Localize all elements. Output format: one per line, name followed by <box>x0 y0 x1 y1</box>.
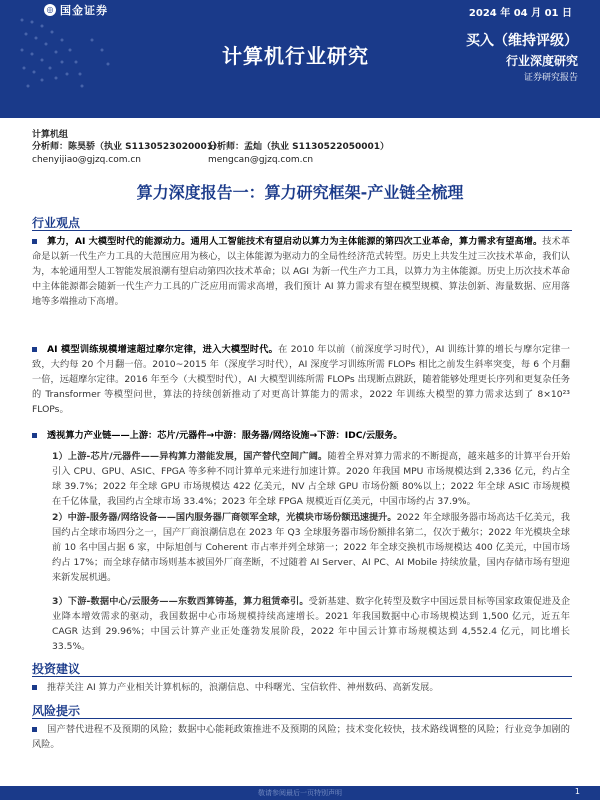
bullet-icon <box>32 433 37 438</box>
paragraph-2: AI 模型训练规模增速超过摩尔定律，进入大模型时代。在 2010 年以前（前深度学习时代），AI 训练计算的增长与摩尔定律一致，大约每 20 个月翻一倍。2010~2015 年（深度学习时代），AI 深度学习训练所需 FLOPs 相比之前发生斜率突变，每 6 个月翻一倍，远超摩尔定律。2016 年至今（大模型时代），AI 大模型训练所需 FLOPs 出现断点跳跃，随着能够处理更长序列和更复杂任务的 Transformer 等模型问世，算法的持续创新推动了对更高计算能力的需求，2022 年训练大模型的算力需求达到了 8×10²³ FLOPs。 <box>32 344 570 415</box>
bullet-icon <box>32 239 37 244</box>
bullet-icon <box>32 347 37 352</box>
subparagraph-upstream: 1）上游-芯片/元器件——异构算力潜能发展，国产替代空间广阔。随着全界对算力需求的不断提高，越来越多的计算平台开始引入 CPU、GPU、ASIC、FPGA 等多种不同计算单元来进行加速计算。2020 年我国 MPU 市场规模达到 2,336 亿元，约占全球 39.7%；2022 年全球 GPU 市场规模达 422 亿美元，NV 占全球 GPU 市场份额 80%以上；2022 年全球 ASIC 市场规模在千亿体量，我国约占全球市场 33.4%；2023 年全球 FPGA 规模近百亿美元，中国市场约占 37.9%。 <box>52 451 571 507</box>
section-heading-investment: 投资建议 <box>32 662 81 676</box>
paragraph-1: 算力，AI 大模型时代的能源动力。通用人工智能技术有望启动以算力为主体能源的第四次工业革命，算力需求有望高增。技术革命是以新一代生产力工具的大范围应用为核心，以主体能源为驱动力的全局性经济范式转型。历史上共发生过三次技术革命，我们认为，本轮通用型人工智能发展浪潮有望启动第四次技术革命；以 AGI 为新一代生产力工具，以算力为主体能源。历史上历次技术革命中主体能源都会随新一代生产力工具的广泛应用而需求高增，我们预计 AI 算力需求有望在模型规模、算法创新、海量数据、应用落地等多端推动下高增。 <box>32 236 571 307</box>
rating: 买入（维持评级） <box>466 33 578 49</box>
section-divider <box>32 230 572 231</box>
banner-title: 计算机行业研究 <box>222 44 369 68</box>
investment-text: 推荐关注 AI 算力产业相关计算机标的，浪潮信息、中科曙光、宝信软件、神州数码、高新发展。 <box>32 680 570 695</box>
report-title: 算力深度报告一：算力研究框架-产业链全梳理 <box>136 183 464 202</box>
analyst-1-email[interactable]: chenyijiao@gjzq.com.cn <box>32 155 141 165</box>
section-heading-risk: 风险提示 <box>32 704 81 718</box>
analyst-2-email[interactable]: mengcan@gjzq.com.cn <box>208 155 314 165</box>
bullet-icon <box>32 685 37 690</box>
analyst-1: 分析师：陈昊骄（执业 S1130523020001） <box>32 142 223 152</box>
section-heading-views: 行业观点 <box>32 216 81 230</box>
header-banner <box>0 0 600 118</box>
logo-mark-icon: ◎ <box>44 4 56 16</box>
analyst-2: 分析师：孟灿（执业 S1130522050001） <box>208 142 390 152</box>
subparagraph-midstream: 2）中游-服务器/网络设备——国内服务器厂商领军全球，光模块市场份额迅速提升。2022 年全球服务器市场高达千亿美元，我国约占全球市场四分之一，国产厂商浪潮信息在 2023 年 Q3 全球服务器市场份额排名第二，仅次于戴尔；2022 年光模块全球前 10 名中国占据 6 家，中际旭创与 Coherent 市占率并列全球第一；2022 年全球交换机市场规模达 400 亿美元，中国市场约占 17%；而全球存储市场则基本被国外厂商垄断，不过随着 AI Server、AI PC、AI Mobile 持续放量，国内存储市场有望迎来新发展机遇。 <box>52 512 570 583</box>
footer-bar <box>0 786 600 800</box>
subparagraph-downstream: 3）下游-数据中心/云服务——东数西算铸基，算力租赁牵引。受新基建、数字化转型及数字中国远景目标等国家政策促进及企业降本增效需求的驱动，我国数据中心市场规模持续高速增长。2021 年我国数据中心市场规模达到 1,500 亿元，近五年 CAGR 达到 29.96%；中国云计算产业正处蓬勃发展阶段，2022 年中国云计算市场规模达到 4,552.4 亿元，同比增长 33.5%。 <box>52 596 571 652</box>
globe-icon <box>12 10 132 110</box>
section-divider <box>32 676 572 677</box>
footer-disclaimer: 敬请参阅最后一页特别声明 <box>258 789 342 797</box>
report-type: 行业深度研究 <box>505 54 578 68</box>
logo-text: 国金证券 <box>60 4 108 17</box>
group-label: 计算机组 <box>32 130 69 140</box>
risk-text: 国产替代进程不及预期的风险；数据中心能耗政策推进不及预期的风险；技术变化较快，技术路线调整的风险；行业竞争加剧的风险。 <box>32 724 570 750</box>
report-category: 证券研究报告 <box>523 73 578 83</box>
section-divider <box>32 718 572 719</box>
bullet-icon <box>32 727 37 732</box>
company-logo <box>44 2 108 18</box>
paragraph-3: 透视算力产业链——上游：芯片/元器件→中游：服务器/网络设施→下游：IDC/云服务。 <box>32 428 570 443</box>
page-number: 1 <box>574 787 580 796</box>
report-date: 2024 年 04 月 01 日 <box>468 8 572 19</box>
